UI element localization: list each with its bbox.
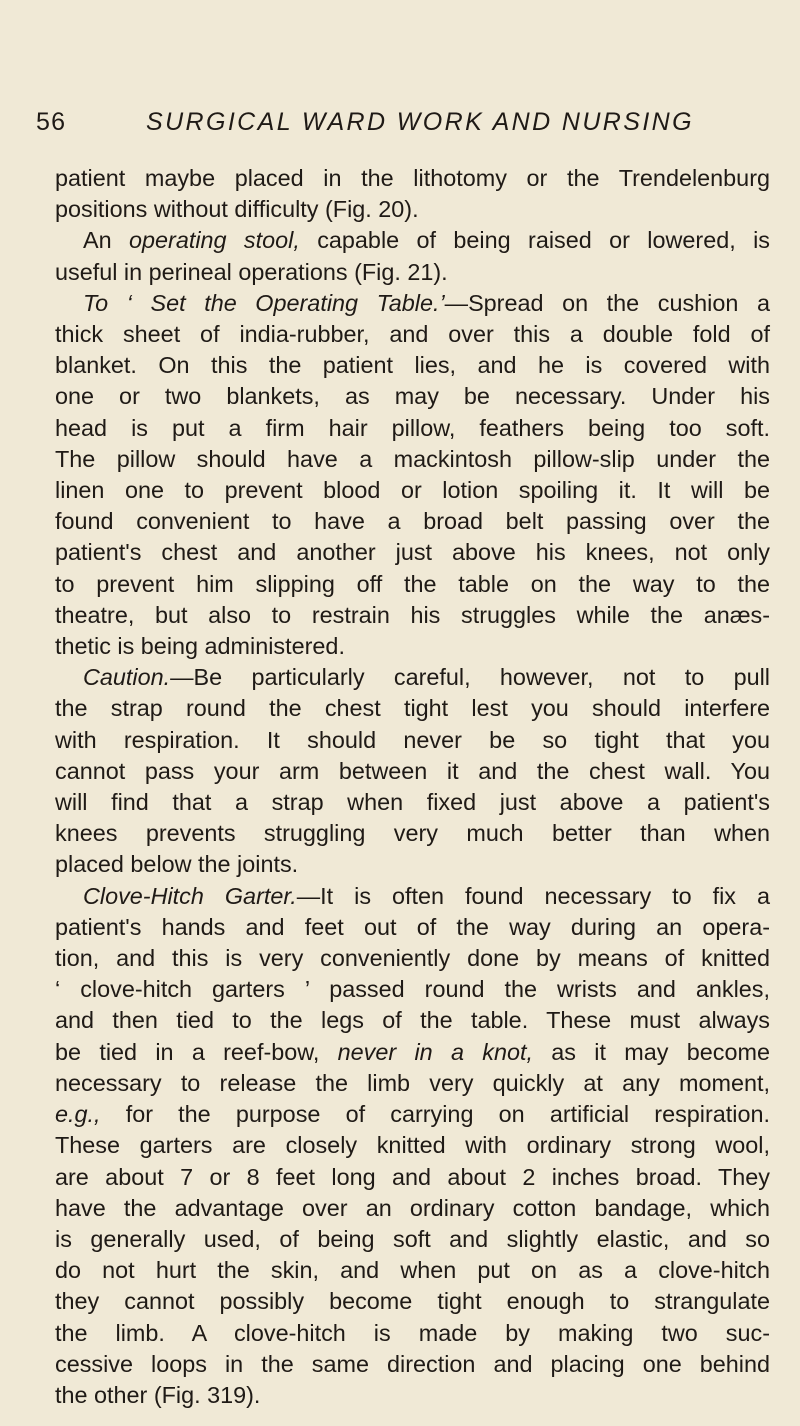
text-line: patient's chest and another just above his knees, not only: [55, 539, 770, 566]
text-run: as it may become: [533, 1038, 770, 1065]
text-run: capable of being raised or lowered, is: [299, 227, 770, 254]
text-run: —It is often found necessary to fix a: [296, 882, 770, 909]
text-line: tion, and this is very conveniently done by means of knitted: [55, 945, 770, 972]
text-line: one or two blankets, as may be necessary. Under his: [55, 383, 770, 410]
text-line: patient's hands and feet out of the way during an opera-: [55, 913, 770, 940]
text-line: placed below the joints.: [55, 851, 299, 878]
paragraph-continuation: [55, 163, 770, 225]
text-line: found convenient to have a broad belt passing over the: [55, 508, 770, 535]
text-run: be tied in a reef-bow,: [55, 1038, 338, 1065]
text-line: [55, 1099, 770, 1130]
section-heading-clove-hitch: Clove-Hitch Garter.: [83, 882, 297, 909]
body-text: [55, 163, 770, 1411]
text-line: These garters are closely knitted with ordinary strong wool,: [55, 1132, 770, 1159]
running-head: [36, 104, 776, 140]
eg-abbreviation: e.g.,: [55, 1101, 101, 1128]
text-line: necessary to release the limb very quickly at any moment,: [55, 1069, 770, 1096]
text-line: to prevent him slipping off the table on the way to the: [55, 570, 770, 597]
text-run: An: [83, 227, 129, 254]
text-line: with respiration. It should never be so tight that you: [55, 726, 770, 753]
text-run: for the purpose of carrying on artificial respiration.: [100, 1101, 770, 1128]
paragraph-clove-hitch-garter: [55, 881, 770, 1411]
text-line: the limb. A clove-hitch is made by making two suc-: [55, 1319, 770, 1346]
text-line: is generally used, of being soft and slightly elastic, and so: [55, 1225, 770, 1252]
text-line: and then tied to the legs of the table. These must always: [55, 1007, 770, 1034]
text-line: [55, 288, 770, 319]
text-line: [55, 881, 770, 912]
text-line: are about 7 or 8 feet long and about 2 inches broad. They: [55, 1163, 770, 1190]
page-number: 56: [36, 108, 67, 136]
text-line: the other (Fig. 319).: [55, 1381, 261, 1408]
text-line: ‘ clove-hitch garters ’ passed round the wrists and ankles,: [55, 976, 770, 1003]
text-line: theatre, but also to restrain his struggles while the anæs-: [55, 601, 770, 628]
text-line: cannot pass your arm between it and the chest wall. You: [55, 757, 770, 784]
section-heading-set-table: To ‘ Set the Operating Table.’: [83, 289, 445, 316]
text-line: patient maybe placed in the lithotomy or the Trendelenburg: [55, 165, 770, 191]
text-line: blanket. On this the patient lies, and he is covered with: [55, 352, 770, 379]
text-line: will find that a strap when fixed just above a patient's: [55, 789, 770, 816]
text-line: knees prevents struggling very much better than when: [55, 820, 770, 847]
text-line: [55, 1037, 770, 1068]
operating-stool-term: operating stool,: [129, 227, 300, 254]
text-line: do not hurt the skin, and when put on as a clove-hitch: [55, 1257, 770, 1284]
text-line: [55, 662, 770, 693]
text-line: head is put a firm hair pillow, feathers being too soft.: [55, 414, 770, 441]
text-line: the strap round the chest tight lest you should interfere: [55, 695, 770, 722]
paragraph-caution: [55, 662, 770, 880]
text-line: useful in perineal operations (Fig. 21).: [55, 258, 448, 285]
paragraph-set-operating-table: [55, 288, 770, 662]
text-line: positions without difficulty (Fig. 20).: [55, 196, 419, 223]
text-line: The pillow should have a mackintosh pillow-slip under the: [55, 445, 770, 472]
running-title: SURGICAL WARD WORK AND NURSING: [146, 108, 694, 136]
paragraph-operating-stool: [55, 225, 770, 287]
text-line: linen one to prevent blood or lotion spoiling it. It will be: [55, 477, 770, 504]
text-line: [55, 225, 770, 256]
never-in-a-knot-emphasis: never in a knot,: [337, 1038, 533, 1065]
text-line: thick sheet of india-rubber, and over this a double fold of: [55, 321, 770, 348]
text-line: they cannot possibly become tight enough to strangulate: [55, 1288, 770, 1315]
text-run: —Spread on the cushion a: [444, 289, 770, 316]
text-line: thetic is being administered.: [55, 633, 345, 660]
section-heading-caution: Caution.: [83, 664, 171, 691]
text-line: cessive loops in the same direction and placing one behind: [55, 1350, 770, 1377]
text-line: have the advantage over an ordinary cotton bandage, which: [55, 1194, 770, 1221]
text-run: —Be particularly careful, however, not to pull: [170, 664, 770, 691]
